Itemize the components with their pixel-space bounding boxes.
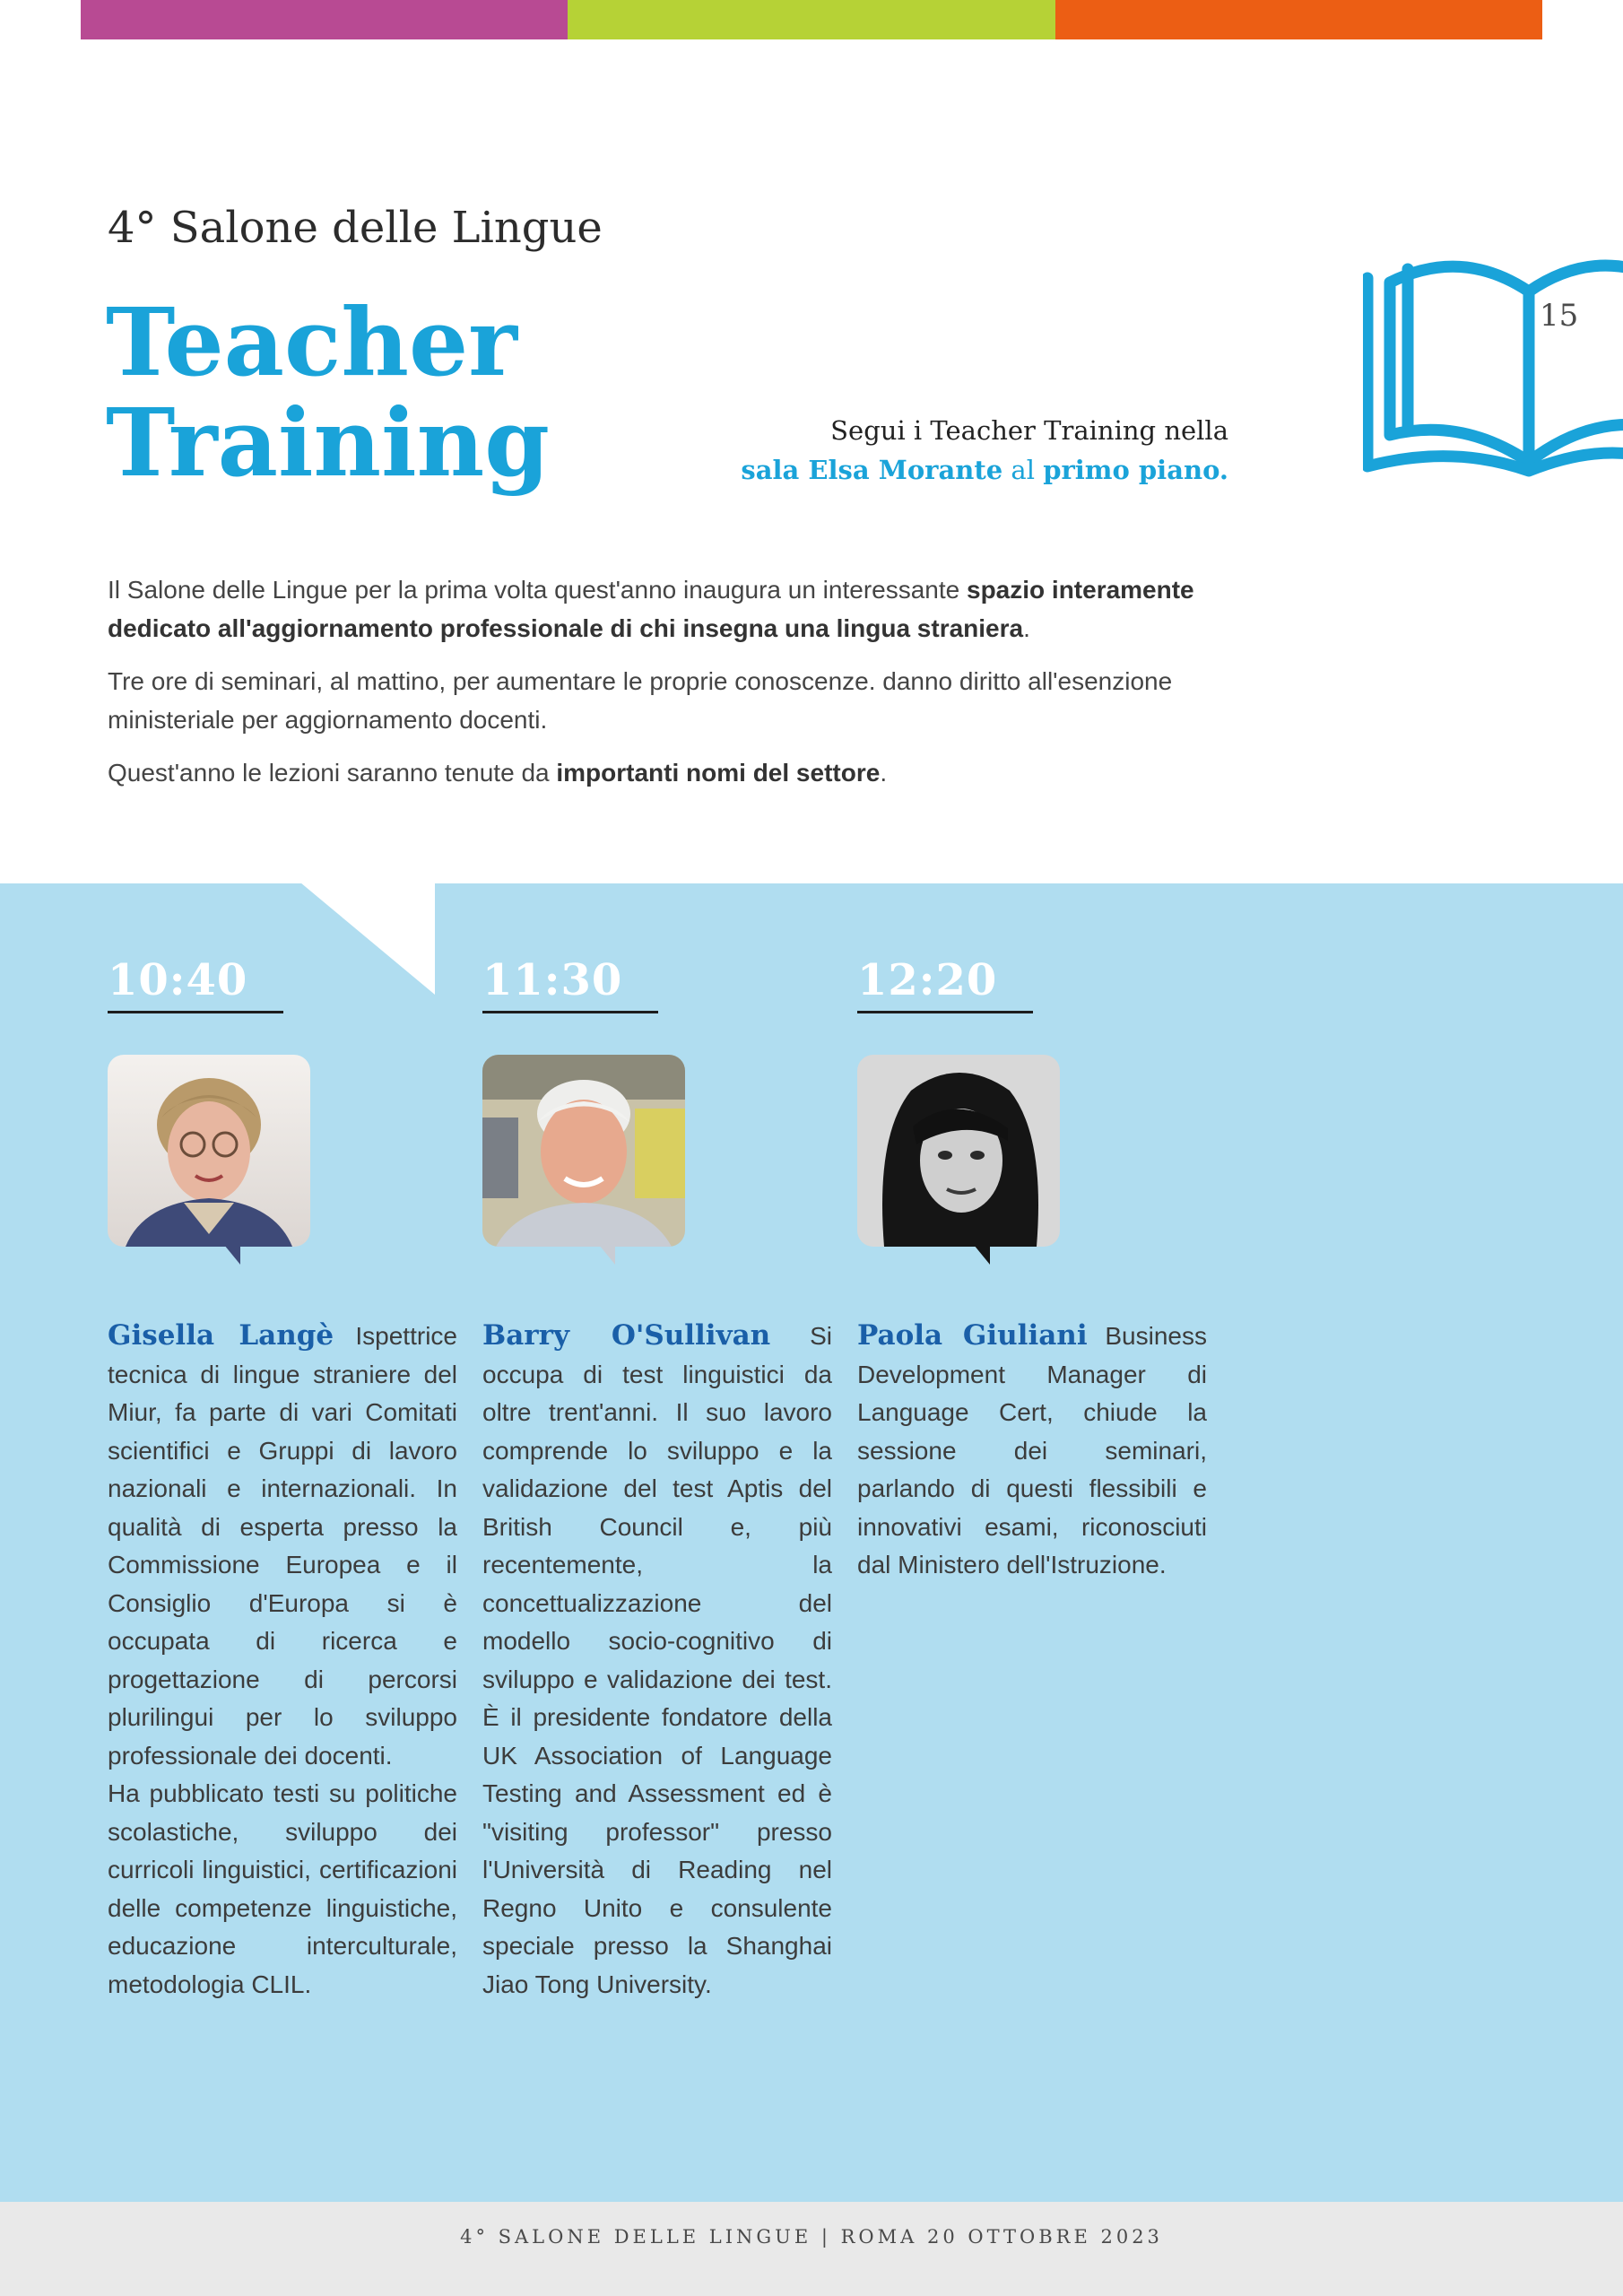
room-note (741, 411, 1228, 490)
speaker-bio: Paola Giuliani Business Development Manager di Language Cert, chiude la sessione dei seminari, parlando di questi flessibili e innovativi esami, riconosciuti dal Ministero dell'Istruzione. (857, 1319, 1207, 1578)
speaker-name: Paola Giuliani (857, 1319, 1088, 1352)
intro-paragraph-2: Tre ore di seminari, al mattino, per aumentare le proprie conoscenze. danno diritto all'esenzione ministeriale per aggiornamento docenti. (108, 667, 1173, 734)
color-bar-green (568, 0, 1055, 39)
room-note-line1: Segui i Teacher Training nella (830, 415, 1228, 446)
speaker-portrait-icon (482, 1055, 685, 1247)
top-color-bar (81, 0, 1542, 39)
color-bar-magenta (81, 0, 568, 39)
speaker-portrait-icon (857, 1055, 1060, 1247)
page-number: 15 (1540, 298, 1579, 334)
speaker-photo (482, 1055, 687, 1263)
event-kicker: 4° Salone delle Lingue (108, 203, 603, 253)
speaker-bio: Barry O'Sullivan Si occupa di test linguistici da oltre trent'anni. Il suo lavoro comprende lo sviluppo e la validazione del test Aptis del British Council e, più recentemente, la concettualizzazione del modello socio-cognitivo di sviluppo e validazione dei test. È il presidente fondatore della UK Association of Language Testing and Assessment ed è "visiting professor" presso l'Università di Reading nel Regno Unito e consulente speciale presso la Shanghai Jiao Tong University. (482, 1319, 832, 1998)
page-footer (0, 2202, 1623, 2296)
session-time: 10:40 (108, 955, 283, 1013)
session-time: 12:20 (857, 955, 1033, 1013)
title-line-2: Training (106, 387, 550, 498)
speaker-portrait-icon (108, 1055, 310, 1247)
title-line-1: Teacher (106, 287, 517, 397)
speaker-name: Barry O'Sullivan (482, 1319, 771, 1352)
speaker-card (482, 955, 832, 2004)
room-floor: primo piano. (1043, 455, 1228, 485)
open-book-icon (1363, 242, 1623, 484)
intro-paragraph-1: Il Salone delle Lingue per la prima volta quest'anno inaugura un interessante spazio interamente dedicato all'aggiornamento professionale di chi insegna una lingua straniera. (108, 576, 1194, 642)
session-time: 11:30 (482, 955, 658, 1013)
footer-text: 4° SALONE DELLE LINGUE | ROMA 20 OTTOBRE 2023 (460, 2226, 1163, 2248)
intro-text (108, 570, 1237, 806)
speaker-bio: Gisella Langè Ispettrice tecnica di lingue straniere del Miur, fa parte di vari Comitati scientifici e Gruppi di lavoro nazionali e internazionali. In qualità di esperta presso la Commissione Europea e il Consiglio d'Europa si è occupata di ricerca e progettazione di percorsi plurilingui per lo sviluppo professionale dei docenti. Ha pubblicato testi su politiche scolastiche, sviluppo dei curricoli linguistici, certificazioni delle competenze linguistiche, educazione interculturale, metodologia CLIL. (108, 1319, 457, 1998)
room-note-line2 (741, 450, 1228, 490)
speaker-photo (857, 1055, 1062, 1263)
room-connector: al (1002, 455, 1044, 485)
speaker-card (857, 955, 1207, 1585)
speaker-name: Gisella Langè (108, 1319, 334, 1352)
speaker-card (108, 955, 457, 2004)
speaker-photo (108, 1055, 312, 1263)
intro-paragraph-3: Quest'anno le lezioni saranno tenute da importanti nomi del settore. (108, 759, 888, 787)
page-title (106, 287, 733, 498)
room-name: sala Elsa Morante (741, 455, 1003, 485)
color-bar-orange (1055, 0, 1542, 39)
